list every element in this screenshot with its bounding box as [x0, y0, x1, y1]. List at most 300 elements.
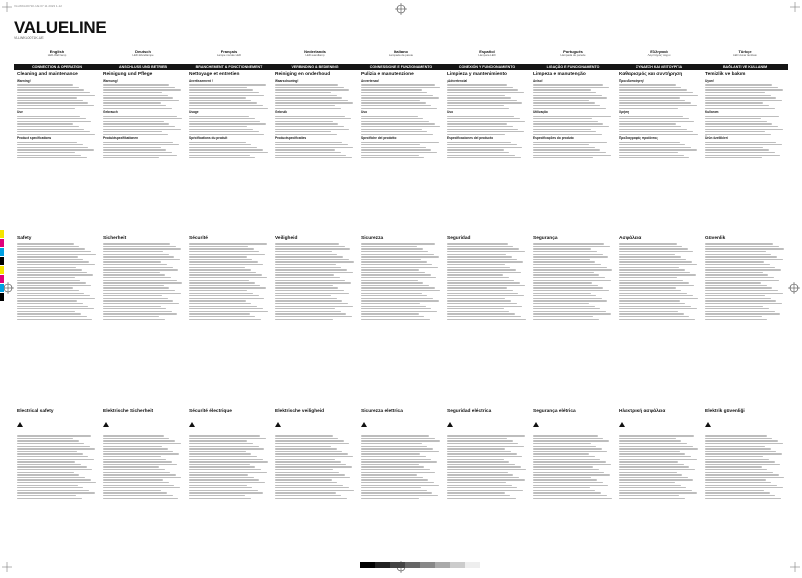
text-line — [619, 466, 689, 467]
text-line — [275, 259, 349, 260]
text-line — [447, 118, 520, 119]
text-line — [189, 246, 248, 247]
text-line — [17, 313, 81, 314]
text-line — [189, 102, 257, 103]
text-line — [447, 466, 521, 467]
text-line — [275, 308, 335, 309]
electrical-section-column — [272, 409, 358, 559]
text-line — [361, 498, 419, 499]
text-line — [17, 311, 75, 312]
text-line — [361, 319, 430, 320]
text-line — [619, 248, 688, 249]
text-line — [705, 451, 776, 452]
text-line — [533, 256, 608, 257]
text-line — [619, 97, 680, 98]
crop-mark-bottom-right — [790, 562, 800, 572]
text-line — [533, 461, 606, 462]
text-line — [361, 443, 422, 444]
text-line — [103, 438, 169, 439]
text-line — [533, 485, 608, 486]
text-line — [103, 142, 173, 143]
text-line — [189, 311, 268, 312]
text-line — [705, 147, 763, 148]
text-line — [17, 149, 94, 150]
section-title: Segurança elétrica — [533, 409, 576, 414]
text-line — [189, 487, 252, 488]
text-line — [361, 469, 430, 470]
text-line — [275, 269, 347, 270]
model-number: VLLWKL0071K-UE — [14, 36, 44, 40]
text-line — [447, 269, 516, 270]
text-line — [533, 108, 606, 109]
text-line — [705, 248, 784, 249]
text-line — [103, 155, 177, 156]
text-line — [447, 446, 524, 447]
text-line — [361, 142, 439, 143]
text-line — [447, 316, 521, 317]
text-line — [189, 105, 263, 106]
use-label: Uso — [361, 110, 368, 115]
text-line — [619, 472, 677, 473]
text-line — [447, 123, 507, 124]
warning-triangle-icon — [705, 422, 711, 427]
language-label — [702, 49, 788, 58]
text-line — [619, 116, 683, 117]
text-line — [275, 147, 353, 148]
text-line — [619, 108, 678, 109]
text-line — [17, 469, 92, 470]
use-label: Usage — [189, 110, 199, 115]
text-line — [275, 448, 337, 449]
text-line — [705, 308, 769, 309]
section-title: Sicurezza — [361, 236, 384, 241]
text-line — [361, 287, 435, 288]
text-line — [705, 313, 780, 314]
electrical-section-column — [616, 409, 702, 559]
text-line — [103, 440, 175, 441]
text-line — [275, 280, 345, 281]
text-line — [533, 102, 595, 103]
top-section-grid — [14, 72, 788, 232]
text-line — [17, 290, 79, 291]
text-line — [533, 308, 600, 309]
text-line — [447, 277, 509, 278]
text-line — [103, 453, 179, 454]
text-line — [533, 149, 600, 150]
text-line — [361, 144, 420, 145]
text-line — [17, 456, 88, 457]
section-header: BAĞLANTI VE KULLANIM — [722, 65, 768, 69]
text-line — [103, 280, 177, 281]
text-line — [189, 243, 267, 244]
text-line — [361, 123, 435, 124]
text-line — [705, 95, 771, 96]
text-line — [705, 282, 761, 283]
text-line — [361, 303, 420, 304]
text-line — [17, 92, 90, 93]
text-line — [103, 254, 169, 255]
text-line — [189, 477, 254, 478]
text-line — [189, 134, 264, 135]
text-line — [533, 282, 592, 283]
text-line — [533, 251, 597, 252]
text-line — [275, 313, 346, 314]
top-section-column — [186, 72, 272, 232]
text-line — [705, 293, 783, 294]
text-line — [189, 272, 256, 273]
text-line — [619, 246, 682, 247]
text-line — [447, 87, 513, 88]
specs-label: Product specifications — [17, 136, 52, 141]
text-line — [619, 123, 676, 124]
text-line — [447, 443, 518, 444]
text-line — [189, 448, 264, 449]
text-line — [447, 469, 526, 470]
text-line — [17, 282, 86, 283]
text-line — [275, 459, 335, 460]
text-line — [705, 466, 762, 467]
text-line — [361, 440, 440, 441]
text-line — [447, 285, 525, 286]
text-line — [619, 157, 689, 158]
text-line — [619, 435, 694, 436]
section-title: Limpieza y mantenimiento — [447, 72, 507, 77]
text-line — [275, 144, 348, 145]
text-line — [189, 274, 262, 275]
text-line — [619, 303, 685, 304]
text-line — [17, 259, 83, 260]
text-line — [619, 256, 681, 257]
warning-row — [275, 416, 355, 434]
text-line — [189, 256, 247, 257]
text-line — [189, 267, 245, 268]
text-line — [275, 495, 341, 496]
text-line — [361, 472, 435, 473]
specs-label: Specifiche del prodotto — [361, 136, 397, 141]
text-line — [189, 466, 255, 467]
text-line — [17, 131, 90, 132]
text-line — [275, 482, 337, 483]
text-line — [189, 298, 264, 299]
text-line — [189, 285, 260, 286]
text-line — [189, 490, 258, 491]
section-title: Ασφάλεια — [619, 236, 642, 241]
text-line — [189, 303, 251, 304]
text-line — [619, 121, 694, 122]
text-line — [103, 248, 181, 249]
text-line — [361, 95, 433, 96]
text-line — [533, 131, 596, 132]
text-line — [103, 246, 176, 247]
text-line — [275, 311, 341, 312]
text-line — [619, 498, 685, 499]
section-title: Güvenlik — [705, 236, 726, 241]
text-line — [361, 121, 429, 122]
text-line — [189, 280, 249, 281]
text-line — [361, 272, 425, 273]
text-line — [447, 243, 508, 244]
text-line — [275, 492, 336, 493]
text-line — [103, 157, 159, 158]
text-line — [361, 87, 440, 88]
text-line — [361, 105, 431, 106]
text-line — [17, 461, 75, 462]
text-line — [447, 474, 513, 475]
text-line — [17, 89, 84, 90]
text-line — [189, 144, 251, 145]
text-line — [361, 269, 419, 270]
text-line — [103, 285, 164, 286]
text-line — [705, 121, 767, 122]
text-line — [17, 498, 82, 499]
text-line — [17, 303, 83, 304]
text-line — [17, 126, 79, 127]
text-line — [533, 446, 596, 447]
text-line — [17, 298, 95, 299]
text-line — [705, 295, 765, 296]
text-line — [275, 316, 352, 317]
text-line — [447, 479, 525, 480]
section-header: ΣΥΝΔΕΣΗ ΚΑΙ ΛΕΙΤΟΥΡΓΙΑ — [635, 65, 683, 69]
text-line — [361, 259, 421, 260]
text-line — [103, 108, 172, 109]
text-line — [533, 126, 609, 127]
use-label: Kullanım — [705, 110, 719, 115]
text-line — [275, 490, 354, 491]
text-line — [189, 308, 263, 309]
text-line — [189, 269, 251, 270]
text-line — [619, 298, 698, 299]
text-line — [447, 126, 513, 127]
text-line — [447, 490, 523, 491]
text-line — [705, 280, 779, 281]
text-line — [275, 129, 349, 130]
text-line — [189, 453, 251, 454]
text-line — [189, 149, 263, 150]
text-line — [619, 293, 687, 294]
text-line — [361, 282, 423, 283]
text-line — [447, 298, 505, 299]
text-line — [361, 92, 427, 93]
text-line — [705, 498, 781, 499]
text-line — [533, 472, 604, 473]
electrical-section-column — [530, 409, 616, 559]
text-line — [447, 261, 523, 262]
registration-mark-right — [788, 281, 800, 293]
text-line — [447, 155, 515, 156]
text-line — [705, 251, 766, 252]
use-label: Χρήση — [619, 110, 630, 115]
text-line — [705, 287, 772, 288]
use-label: Gebruik — [275, 110, 288, 115]
text-line — [533, 248, 591, 249]
text-line — [361, 293, 422, 294]
text-line — [275, 95, 337, 96]
section-title: Seguridad eléctrica — [447, 409, 492, 414]
text-line — [189, 254, 265, 255]
text-line — [361, 446, 427, 447]
text-line — [17, 97, 77, 98]
text-line — [17, 267, 76, 268]
text-line — [361, 254, 434, 255]
text-line — [533, 311, 606, 312]
text-line — [447, 272, 521, 273]
text-line — [17, 274, 93, 275]
top-section-column — [358, 72, 444, 232]
text-line — [533, 267, 607, 268]
text-line — [533, 287, 603, 288]
text-line — [189, 147, 257, 148]
text-line — [275, 446, 331, 447]
language-subtitle: Lampada da parete — [388, 53, 414, 57]
text-line — [361, 129, 422, 130]
top-section-column — [702, 72, 788, 232]
language-name: Nederlands — [304, 49, 326, 54]
text-line — [361, 108, 437, 109]
section-title: Sicurezza elettrica — [361, 409, 403, 414]
text-line — [17, 490, 89, 491]
section-header: CONEXIÓN Y FUNCIONAMIENTO — [458, 65, 516, 69]
text-line — [189, 459, 263, 460]
text-line — [705, 477, 784, 478]
text-line — [17, 319, 92, 320]
language-label — [358, 49, 444, 58]
text-line — [705, 443, 783, 444]
text-line — [361, 316, 424, 317]
text-line — [189, 498, 251, 499]
text-line — [619, 152, 678, 153]
text-line — [533, 290, 609, 291]
text-line — [103, 149, 166, 150]
text-line — [275, 274, 334, 275]
text-line — [361, 487, 421, 488]
text-line — [17, 264, 95, 265]
text-line — [189, 118, 255, 119]
text-line — [619, 456, 691, 457]
text-line — [533, 316, 593, 317]
text-line — [447, 464, 515, 465]
text-line — [275, 121, 333, 122]
text-line — [17, 246, 79, 247]
text-line — [619, 267, 679, 268]
text-line — [189, 438, 266, 439]
text-line — [275, 477, 350, 478]
text-line — [705, 100, 782, 101]
text-line — [189, 92, 259, 93]
text-line — [533, 295, 596, 296]
text-line — [533, 152, 606, 153]
section-title: Seguridad — [447, 236, 471, 241]
text-line — [17, 459, 94, 460]
text-line — [447, 300, 511, 301]
text-line — [103, 461, 172, 462]
text-line — [361, 149, 431, 150]
text-line — [103, 102, 161, 103]
text-line — [275, 97, 342, 98]
text-line — [103, 290, 175, 291]
text-line — [705, 126, 778, 127]
text-line — [361, 485, 439, 486]
top-section-column — [14, 72, 100, 232]
text-line — [103, 152, 172, 153]
text-line — [275, 300, 342, 301]
text-line — [705, 157, 762, 158]
text-line — [189, 123, 266, 124]
section-title: Temizlik ve bakım — [705, 72, 746, 77]
text-line — [705, 246, 779, 247]
text-line — [705, 142, 776, 143]
text-line — [361, 246, 417, 247]
text-line — [275, 251, 332, 252]
text-line — [705, 456, 763, 457]
text-line — [619, 316, 689, 317]
text-line — [705, 152, 775, 153]
text-line — [705, 134, 771, 135]
text-line — [533, 274, 599, 275]
text-line — [189, 261, 258, 262]
text-line — [447, 152, 509, 153]
text-line — [619, 87, 681, 88]
text-line — [705, 479, 766, 480]
text-line — [361, 300, 439, 301]
text-line — [533, 95, 602, 96]
text-line — [275, 295, 331, 296]
text-line — [705, 440, 778, 441]
text-line — [447, 102, 522, 103]
section-header: BRANCHEMENT & FONCTIONNEMENT — [195, 65, 263, 69]
text-line — [17, 451, 77, 452]
text-line — [533, 487, 590, 488]
text-line — [533, 498, 612, 499]
specs-label: Produktspezifikationen — [103, 136, 139, 141]
control-swatch — [0, 266, 4, 274]
text-line — [275, 298, 337, 299]
text-line — [447, 282, 520, 283]
warning-row — [619, 416, 699, 434]
text-line — [103, 243, 170, 244]
warning-label: ¡Advertencia! — [447, 79, 468, 83]
warning-label: Uyarı! — [705, 79, 715, 83]
text-line — [533, 97, 607, 98]
text-line — [103, 259, 180, 260]
section-title: Ηλεκτρική ασφάλεια — [619, 409, 666, 414]
electrical-section-column — [358, 409, 444, 559]
text-line — [189, 306, 257, 307]
text-line — [103, 134, 168, 135]
text-line — [361, 306, 426, 307]
electrical-section-column — [14, 409, 100, 559]
use-label: Use — [17, 110, 23, 115]
electrical-section-column — [100, 409, 186, 559]
text-line — [619, 118, 689, 119]
text-line — [447, 313, 515, 314]
text-line — [447, 308, 504, 309]
text-line — [705, 267, 775, 268]
text-line — [705, 316, 762, 317]
text-line — [361, 477, 423, 478]
text-line — [533, 87, 609, 88]
text-line — [447, 492, 505, 493]
text-line — [447, 149, 504, 150]
text-line — [361, 479, 428, 480]
text-line — [447, 477, 519, 478]
warning-label: Aviso! — [533, 79, 543, 83]
text-line — [189, 451, 246, 452]
text-line — [361, 131, 427, 132]
section-title: Electrical safety — [17, 409, 54, 414]
text-line — [17, 116, 80, 117]
language-label — [14, 49, 100, 58]
